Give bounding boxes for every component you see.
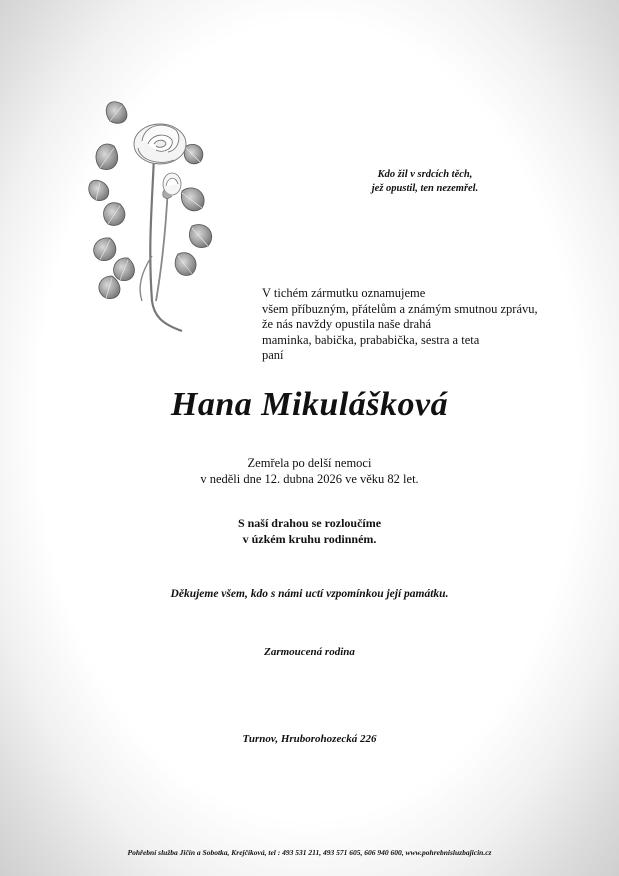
death-info xyxy=(0,455,619,487)
deceased-name: Hana Mikulášková xyxy=(170,386,449,423)
intro-line-4: maminka, babička, prababička, sestra a teta xyxy=(262,332,480,347)
funeral-service-footer: Pohřební služba Jičín a Sobotka, Krejčíková, tel : 493 531 211, 493 571 605, 606 940 600, www.pohrebnisluzbajicin.cz xyxy=(127,848,492,857)
motto-line-1: Kdo žil v srdcích těch, xyxy=(377,169,473,180)
intro-line-3: že nás navždy opustila naše drahá xyxy=(262,317,432,331)
intro-line-2: všem příbuzným, přátelům a známým smutnou zprávu, xyxy=(262,301,538,316)
rose-illustration xyxy=(82,86,232,336)
farewell-info xyxy=(0,515,619,547)
family-signature: Zarmoucená rodina xyxy=(264,646,355,658)
family-address: Turnov, Hruborohozecká 226 xyxy=(242,733,377,745)
death-line-2: v neděli dne 12. dubna 2026 ve věku 82 let. xyxy=(200,472,419,486)
farewell-line-1: S naší drahou se rozloučíme xyxy=(237,516,382,530)
intro-line-5: paní xyxy=(262,348,284,362)
motto-line-2: jež opustil, ten nezemřel. xyxy=(371,183,479,194)
intro-line-1: V tichém zármutku oznamujeme xyxy=(262,286,426,300)
motto xyxy=(350,168,500,196)
thanks-text: Děkujeme všem, kdo s námi uctí vzpomínkou její památku. xyxy=(170,588,449,600)
farewell-line-2: v úzkém kruhu rodinném. xyxy=(242,532,377,546)
death-line-1: Zemřela po delší nemoci xyxy=(247,456,372,470)
announcement-intro xyxy=(262,286,562,364)
